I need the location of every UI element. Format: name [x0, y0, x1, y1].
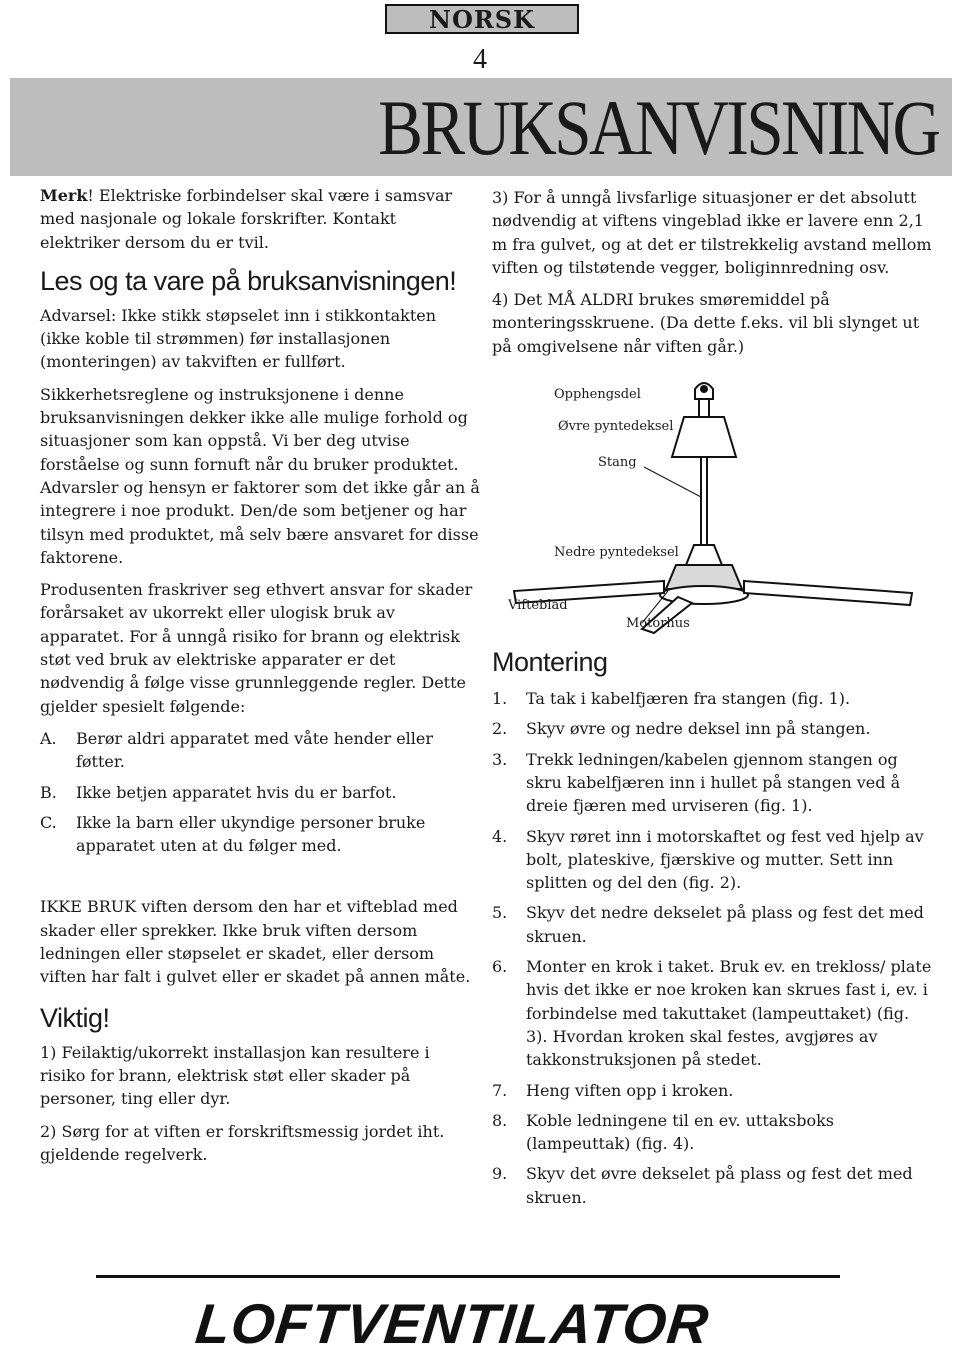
heading-les-og-ta-vare: Les og ta vare på bruksanvisningen!: [40, 265, 457, 296]
step-text: Trekk ledningen/kabelen gjennom stangen og skru kabelfjæren inn i hullet på stangen ved å dreie fjæren med urviseren (fig. 1).: [526, 749, 901, 816]
list-text: Berør aldri apparatet med våte hender eller føtter.: [76, 728, 434, 772]
label-vifteblad: Vifteblad: [508, 598, 568, 614]
step-text: Koble ledningene til en ev. uttaksboks (lampeuttak) (fig. 4).: [526, 1110, 834, 1154]
spacer: [40, 865, 480, 895]
step-number: 4.: [492, 826, 508, 846]
step-text: Monter en krok i taket. Bruk ev. en trekloss/ plate hvis det ikke er noe kroken kan skrues fast i, ev. i forbindelse med takuttaket (lampeuttaket) (fig. 3). Hvordan kroken skal festes, avgjøres av takkonstruksjonen på stedet.: [526, 957, 932, 1070]
step-text: Skyv det nedre dekselet på plass og fest det med skruen.: [526, 903, 924, 946]
left-column: [40, 184, 480, 1175]
list-item: [40, 781, 480, 804]
brand-logo: LOFTVENTILATOR: [192, 1292, 713, 1355]
list-marker: C.: [40, 812, 57, 832]
blade-right: [744, 581, 912, 605]
list-marker: A.: [40, 728, 57, 748]
step-item: [492, 955, 932, 1071]
list-text: Ikke la barn eller ukyndige personer bruke apparatet uten at du følger med.: [76, 812, 426, 856]
sikkerhet-paragraph: Sikkerhetsreglene og instruksjonene i denne bruksanvisningen dekker ikke alle mulige forhold og situasjoner som kan oppstå. Vi ber deg utvise forståelse og sunn fornuft når du bruker produktet. Advarsler og hensyn er faktorer som det ikke går an å integrere i noe produkt. Den/de som betjener og har tilsyn med produktet, må selv bære ansvaret for disse faktorene.: [40, 384, 480, 567]
safety-rules-list: [40, 727, 480, 857]
step-number: 2.: [492, 719, 508, 739]
label-motorhus: Motorhus: [626, 616, 690, 632]
leader-stang: [644, 467, 701, 497]
fan-diagram: [492, 367, 932, 645]
step-text: Skyv øvre og nedre deksel inn på stangen.: [526, 719, 871, 739]
step-number: 7.: [492, 1080, 508, 1100]
title-band: [10, 78, 952, 176]
label-ovre-pyntedeksel: Øvre pyntedeksel: [558, 419, 674, 435]
step-text: Heng viften opp i kroken.: [526, 1080, 734, 1100]
produsenten-paragraph: Produsenten fraskriver seg ethvert ansvar for skader forårsaket av ukorrekt eller ulogisk bruk av apparatet. For å unngå risiko for brann og elektrisk støt ved bruk av elektriske apparater er det nødvendig å følge visse grunnleggende regler. Dette gjelder spesielt følgende:: [40, 580, 473, 716]
step-number: 5.: [492, 903, 508, 923]
heading-montering: Montering: [492, 647, 608, 678]
viktig-item-3: 3) For å unngå livsfarlige situasjoner er det absolutt nødvendig at viftens vingeblad ikke er lavere enn 2,1 m fra gulvet, og at det er tilstrekkelig avstand mellom viften og tilstøtende vegger, boliginnredning osv.: [492, 188, 932, 277]
hanger-pin: [700, 385, 708, 393]
viktig-item-1: 1) Feilaktig/ukorrekt installasjon kan resultere i risiko for brann, elektrisk støt eller skader på personer, ting eller dyr.: [40, 1042, 430, 1109]
right-column: [492, 186, 932, 1216]
merk-label: Merk: [40, 186, 88, 205]
heading-viktig: Viktig!: [40, 1002, 110, 1033]
step-item: [492, 717, 932, 740]
language-tab: NORSK: [385, 4, 579, 34]
upper-canopy: [672, 417, 736, 457]
lower-canopy: [686, 545, 722, 565]
step-text: Ta tak i kabelfjæren fra stangen (fig. 1).: [526, 689, 851, 709]
ikke-bruk-paragraph: IKKE BRUK viften dersom den har et vifteblad med skader eller sprekker. Ikke bruk viften dersom ledningen eller støpselet er skadet, eller dersom viften har falt i gulvet eller er skadet på annen måte.: [40, 897, 471, 987]
step-item: [492, 687, 932, 710]
step-text: Skyv røret inn i motorskaftet og fest ved hjelp av bolt, plateskive, fjærskive og mutter. Sett inn splitten og del den (fig. 2).: [526, 826, 924, 893]
viktig-item-2: 2) Sørg for at viften er forskriftsmessig jordet iht. gjeldende regelverk.: [40, 1121, 445, 1164]
step-item: [492, 1109, 932, 1156]
list-text: Ikke betjen apparatet hvis du er barfot.: [76, 782, 397, 802]
list-item: [40, 727, 480, 774]
step-item: [492, 901, 932, 948]
step-number: 8.: [492, 1110, 508, 1130]
page-number: 4: [473, 44, 487, 75]
page-title: BRUKSANVISNING: [377, 84, 938, 171]
viktig-item-4: 4) Det MÅ ALDRI brukes smøremiddel på monteringsskruene. (Da dette f.eks. vil bli slynget ut på omgivelsene når viften går.): [492, 290, 920, 356]
merk-text: ! Elektriske forbindelser skal være i samsvar med nasjonale og lokale forskrifter. Kontakt elektriker dersom du er tvil.: [40, 186, 453, 252]
merk-note: [40, 184, 480, 254]
step-number: 1.: [492, 689, 508, 709]
label-nedre-pyntedeksel: Nedre pyntedeksel: [554, 545, 679, 561]
step-number: 6.: [492, 957, 508, 977]
hanger-neck: [699, 399, 709, 417]
step-item: [492, 825, 932, 895]
step-number: 3.: [492, 749, 508, 769]
step-item: [492, 1162, 932, 1209]
step-item: [492, 1079, 932, 1102]
montering-steps: [492, 687, 932, 1209]
step-number: 9.: [492, 1164, 508, 1184]
footer-rule: [96, 1275, 840, 1278]
label-opphengsdel: Opphengsdel: [554, 387, 641, 403]
list-marker: B.: [40, 782, 57, 802]
step-item: [492, 748, 932, 818]
step-text: Skyv det øvre dekselet på plass og fest det med skruen.: [526, 1164, 913, 1207]
advarsel-paragraph: Advarsel: Ikke stikk støpselet inn i stikkontakten (ikke koble til strømmen) før installasjonen (monteringen) av takviften er fullført.: [40, 305, 437, 372]
list-item: [40, 811, 480, 858]
label-stang: Stang: [598, 455, 637, 471]
